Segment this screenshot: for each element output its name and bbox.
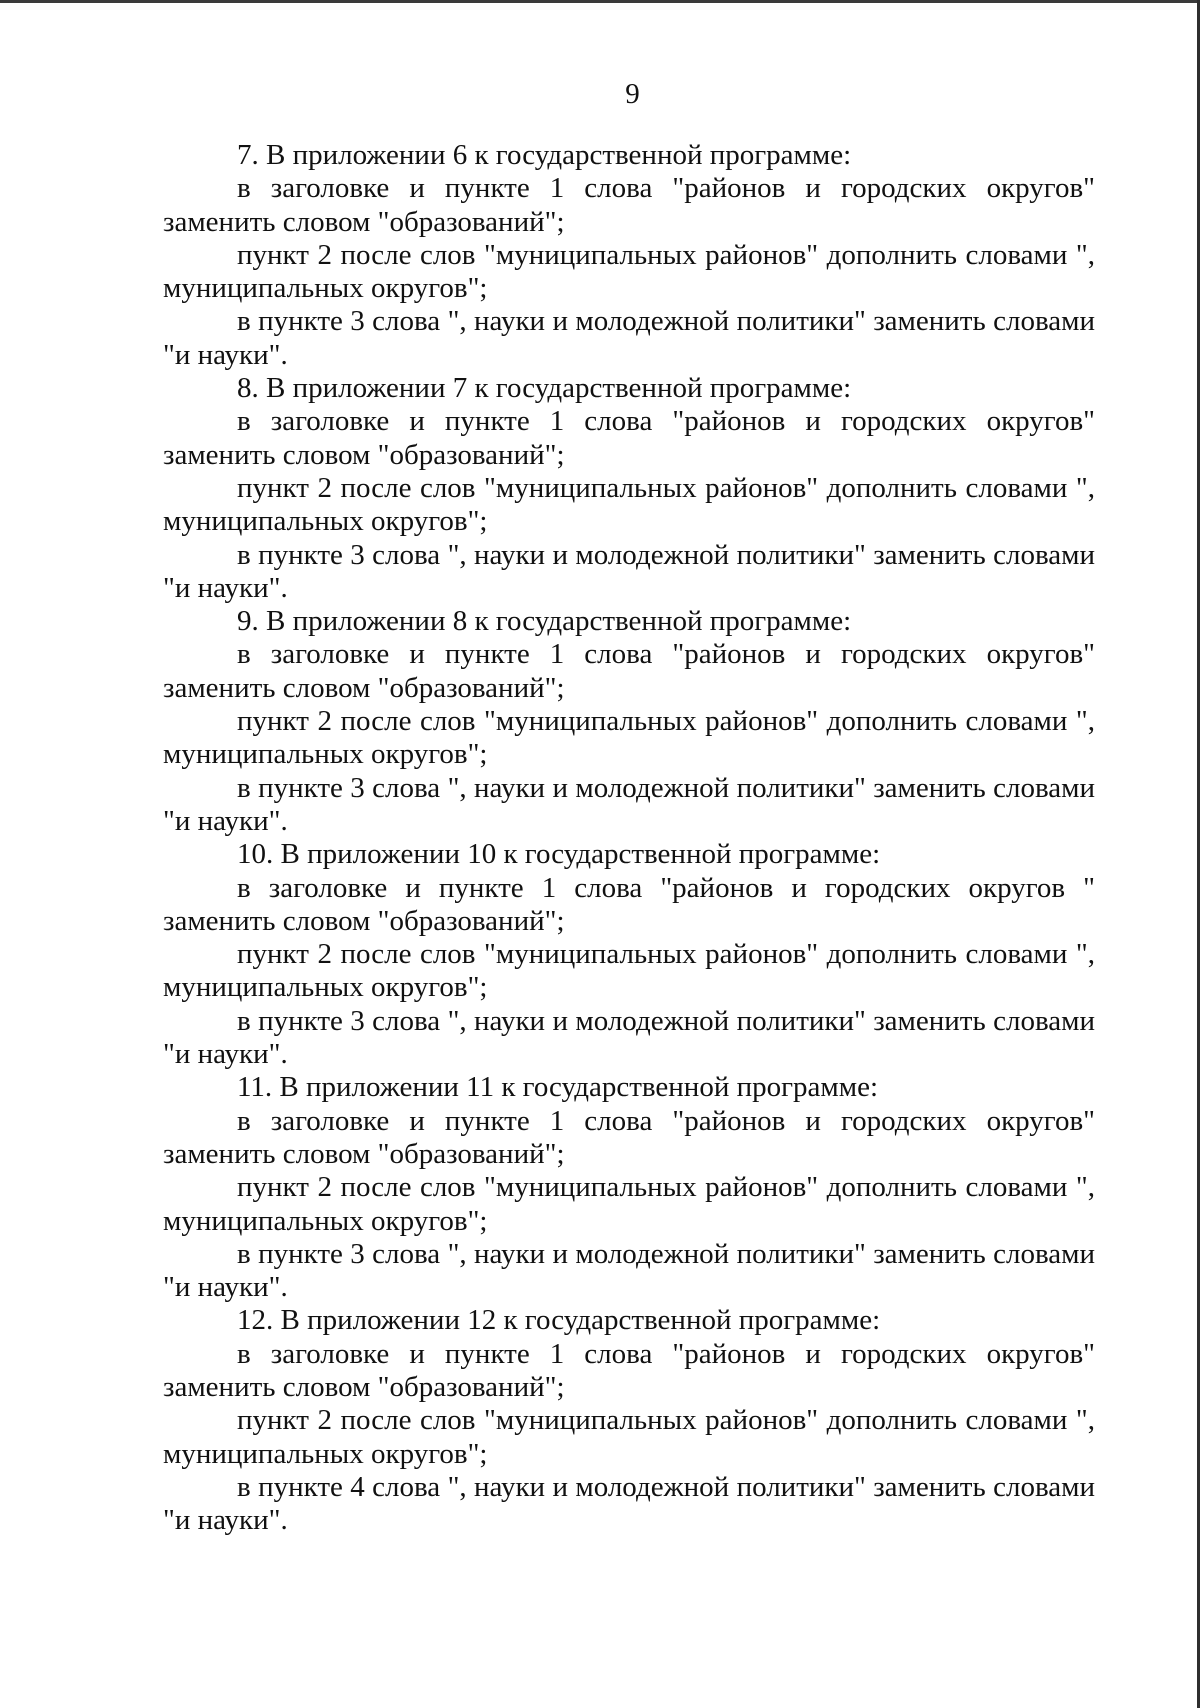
paragraph: в пункте 3 слова ", науки и молодежной политики" заменить словами "и науки".: [163, 1004, 1095, 1071]
paragraph: в заголовке и пункте 1 слова "районов и городских округов" заменить словом "образований";: [163, 638, 1095, 704]
paragraph: в заголовке и пункте 1 слова "районов и городских округов" заменить словом "образований";: [163, 172, 1095, 238]
paragraph: в заголовке и пункте 1 слова "районов и городских округов " заменить словом "образований";: [163, 871, 1095, 937]
paragraph: в пункте 4 слова ", науки и молодежной политики" заменить словами "и науки".: [163, 1470, 1095, 1537]
paragraph: пункт 2 после слов "муниципальных районов" дополнить словами ", муниципальных округов";: [163, 938, 1095, 1004]
paragraph: в пункте 3 слова ", науки и молодежной политики" заменить словами "и науки".: [163, 1237, 1095, 1304]
paragraph: в заголовке и пункте 1 слова "районов и городских округов" заменить словом "образований";: [163, 1337, 1095, 1403]
paragraph: 8. В приложении 7 к государственной программе:: [237, 372, 852, 405]
paragraph: пункт 2 после слов "муниципальных районов" дополнить словами ", муниципальных округов";: [163, 1404, 1095, 1470]
scan-top-edge: [0, 0, 1200, 3]
paragraph: в пункте 3 слова ", науки и молодежной политики" заменить словами "и науки".: [163, 771, 1095, 837]
paragraph: 7. В приложении 6 к государственной программе:: [237, 139, 852, 171]
paragraph: 9. В приложении 8 к государственной программе:: [237, 605, 852, 638]
page-number: 9: [625, 78, 640, 110]
paragraph: пункт 2 после слов "муниципальных районов" дополнить словами ", муниципальных округов";: [163, 471, 1095, 538]
paragraph: в заголовке и пункте 1 слова "районов и городских округов" заменить словом "образований";: [163, 405, 1095, 471]
paragraph: в пункте 3 слова ", науки и молодежной политики" заменить словами "и науки".: [163, 538, 1095, 604]
paragraph: в заголовке и пункте 1 слова "районов и городских округов" заменить словом "образований";: [163, 1104, 1095, 1170]
paragraph: пункт 2 после слов "муниципальных районов" дополнить словами ", муниципальных округов";: [163, 238, 1095, 305]
paragraph: пункт 2 после слов "муниципальных районов" дополнить словами ", муниципальных округов";: [163, 1171, 1095, 1237]
paragraph: 12. В приложении 12 к государственной программе:: [237, 1304, 881, 1337]
paragraph: пункт 2 после слов "муниципальных районов" дополнить словами ", муниципальных округов";: [163, 705, 1095, 771]
paragraph: 11. В приложении 11 к государственной программе:: [237, 1071, 879, 1104]
paragraph: 10. В приложении 10 к государственной программе:: [237, 838, 881, 871]
paragraph: в пункте 3 слова ", науки и молодежной политики" заменить словами "и науки".: [163, 305, 1095, 371]
document-body: [163, 139, 1095, 1537]
